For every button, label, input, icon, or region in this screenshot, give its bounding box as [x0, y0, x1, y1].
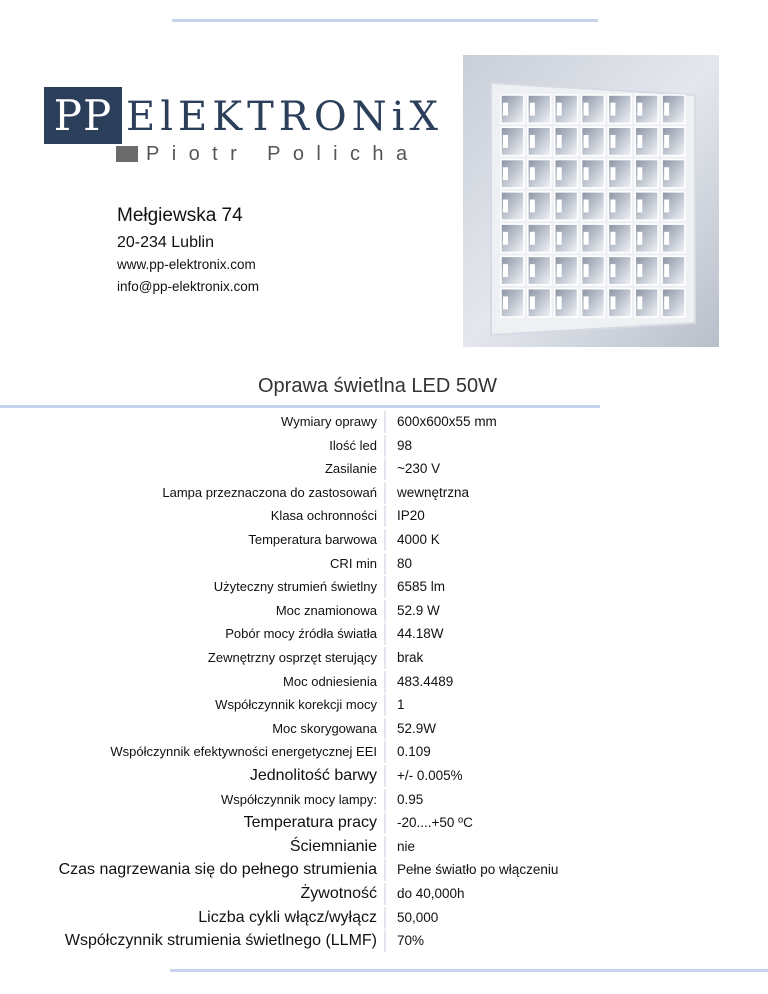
spec-row [0, 623, 768, 647]
spec-column-divider [384, 859, 386, 881]
led-strip [530, 135, 535, 148]
spec-label: Współczynnik korekcji mocy [215, 697, 377, 713]
led-strip [557, 296, 562, 309]
led-strip [584, 232, 589, 245]
spec-label: Żywotność [300, 885, 377, 902]
led-strip [637, 103, 642, 116]
spec-row [0, 482, 768, 506]
spec-value: 50,000 [397, 909, 439, 925]
spec-value: -20....+50 ºC [397, 815, 473, 831]
product-photo [463, 55, 719, 347]
spec-value: 6585 lm [397, 579, 446, 595]
logo-pp-block: PP [44, 87, 122, 144]
spec-column-divider [384, 765, 386, 787]
spec-label: Pobór mocy źródła światła [225, 626, 377, 642]
led-strip [637, 200, 642, 213]
spec-value: Pełne światło po włączeniu [397, 862, 559, 878]
spec-row [0, 671, 768, 695]
led-strip [584, 167, 589, 180]
product-title: Oprawa świetlna LED 50W [258, 375, 497, 397]
led-strip [584, 296, 589, 309]
spec-row [0, 694, 768, 718]
led-strip [664, 135, 669, 148]
led-strip [610, 135, 615, 148]
spec-row [0, 435, 768, 459]
spec-row [0, 836, 768, 860]
led-strip [664, 232, 669, 245]
led-strip [557, 103, 562, 116]
led-strip [610, 296, 615, 309]
spec-value: 98 [397, 437, 413, 453]
led-strip [664, 296, 669, 309]
spec-row [0, 529, 768, 553]
logo-square-mark [116, 146, 138, 162]
led-strip [503, 232, 508, 245]
led-strip [664, 103, 669, 116]
spec-value: 80 [397, 555, 413, 571]
company-address [117, 204, 259, 298]
led-strip [557, 167, 562, 180]
spec-label: Lampa przeznaczona do zastosowań [162, 484, 377, 500]
spec-row [0, 553, 768, 577]
spec-row [0, 765, 768, 789]
led-strip [503, 264, 508, 277]
spec-row [0, 647, 768, 671]
led-strip [610, 232, 615, 245]
led-strip [530, 264, 535, 277]
spec-column-divider [384, 741, 386, 763]
spec-column-divider [384, 600, 386, 622]
spec-column-divider [384, 836, 386, 858]
led-strip [530, 103, 535, 116]
led-strip [637, 135, 642, 148]
spec-label: Jednolitość barwy [249, 767, 377, 784]
led-strip [557, 200, 562, 213]
led-strip [503, 296, 508, 309]
led-strip [610, 264, 615, 277]
spec-value: ~230 V [397, 461, 441, 477]
spec-value: 0.95 [397, 791, 424, 807]
bottom-divider [170, 969, 768, 972]
spec-label: Współczynnik mocy lampy: [220, 791, 377, 807]
led-strip [530, 167, 535, 180]
led-strip [530, 296, 535, 309]
spec-column-divider [384, 529, 386, 551]
spec-value: IP20 [397, 508, 425, 524]
spec-label: Liczba cykli włącz/wyłącz [198, 908, 377, 926]
led-strip [664, 167, 669, 180]
company-logo [44, 87, 443, 167]
led-strip [584, 103, 589, 116]
spec-value: do 40,000h [397, 886, 465, 901]
spec-column-divider [384, 907, 386, 929]
led-strip [503, 135, 508, 148]
spec-value: 4000 K [397, 532, 440, 547]
spec-label: Moc skorygowana [272, 720, 377, 736]
led-strip [637, 167, 642, 180]
address-street: Mełgiewska 74 [117, 205, 243, 226]
led-strip [610, 200, 615, 213]
spec-column-divider [384, 812, 386, 834]
website-link[interactable]: www.pp-elektronix.com [117, 257, 256, 272]
spec-label: Klasa ochronności [270, 508, 377, 524]
spec-value: 44.18W [397, 626, 444, 642]
title-divider [0, 405, 600, 408]
spec-label: Moc znamionowa [275, 602, 377, 618]
logo-name: ElEKTRONiX [126, 94, 443, 140]
spec-column-divider [384, 576, 386, 598]
spec-value: 0.109 [397, 744, 431, 760]
led-strip [557, 135, 562, 148]
spec-row [0, 576, 768, 600]
spec-label: CRI min [330, 555, 377, 571]
spec-column-divider [384, 647, 386, 669]
led-strip [530, 232, 535, 245]
spec-row [0, 812, 768, 836]
address-city: 20-234 Lublin [117, 234, 214, 251]
led-strip [637, 296, 642, 309]
spec-column-divider [384, 623, 386, 645]
spec-row [0, 505, 768, 529]
spec-label: Zasilanie [324, 461, 377, 477]
spec-value: 52.9 W [397, 602, 440, 618]
spec-row [0, 458, 768, 482]
logo-subtitle: Piotr Policha [146, 143, 420, 165]
spec-value: 600x600x55 mm [397, 414, 497, 429]
spec-row [0, 789, 768, 813]
led-strip [557, 264, 562, 277]
top-divider [172, 19, 598, 22]
led-strip [584, 264, 589, 277]
spec-row [0, 741, 768, 765]
led-strip [610, 103, 615, 116]
led-strip [584, 200, 589, 213]
spec-row [0, 718, 768, 742]
led-strip [664, 200, 669, 213]
spec-label: Wymiary oprawy [281, 414, 377, 429]
spec-column-divider [384, 883, 386, 905]
led-strip [503, 167, 508, 180]
email-link[interactable]: info@pp-elektronix.com [117, 279, 260, 294]
spec-label: Współczynnik strumienia świetlnego (LLMF) [64, 932, 377, 950]
spec-value: +/- 0.005% [397, 768, 463, 783]
spec-value: 70% [397, 933, 425, 949]
spec-label: Zewnętrzny osprzęt sterujący [207, 650, 377, 665]
spec-row [0, 600, 768, 624]
led-strip [610, 167, 615, 180]
spec-value: 1 [397, 697, 405, 713]
spec-label: Temperatura pracy [243, 814, 377, 832]
spec-label: Moc odniesienia [283, 673, 377, 689]
spec-value: nie [397, 838, 416, 854]
spec-column-divider [384, 789, 386, 811]
led-strip [557, 232, 562, 245]
spec-row [0, 859, 768, 883]
spec-row [0, 930, 768, 954]
spec-column-divider [384, 671, 386, 693]
spec-column-divider [384, 411, 386, 433]
spec-row [0, 907, 768, 931]
led-strip [637, 232, 642, 245]
spec-column-divider [384, 930, 386, 952]
spec-label: Czas nagrzewania się do pełnego strumienia [58, 861, 377, 879]
spec-column-divider [384, 482, 386, 504]
spec-row [0, 411, 768, 435]
spec-label: Temperatura barwowa [248, 532, 377, 547]
led-strip [503, 200, 508, 213]
spec-column-divider [384, 694, 386, 716]
led-strip [503, 103, 508, 116]
spec-label: Ilość led [329, 437, 377, 453]
spec-value: brak [397, 650, 424, 665]
spec-column-divider [384, 505, 386, 527]
spec-value: 483.4489 [397, 673, 454, 689]
spec-label: Współczynnik efektywności energetycznej EEI [110, 744, 377, 760]
led-strip [664, 264, 669, 277]
spec-column-divider [384, 718, 386, 740]
spec-value: wewnętrzna [397, 484, 470, 500]
spec-column-divider [384, 458, 386, 480]
spec-column-divider [384, 435, 386, 457]
spec-value: 52.9W [397, 720, 437, 736]
led-strip [584, 135, 589, 148]
spec-label: Ściemnianie [289, 837, 377, 855]
spec-row [0, 883, 768, 907]
led-strip [637, 264, 642, 277]
spec-column-divider [384, 553, 386, 575]
spec-label: Użyteczny strumień świetlny [213, 579, 377, 595]
led-strip [530, 200, 535, 213]
